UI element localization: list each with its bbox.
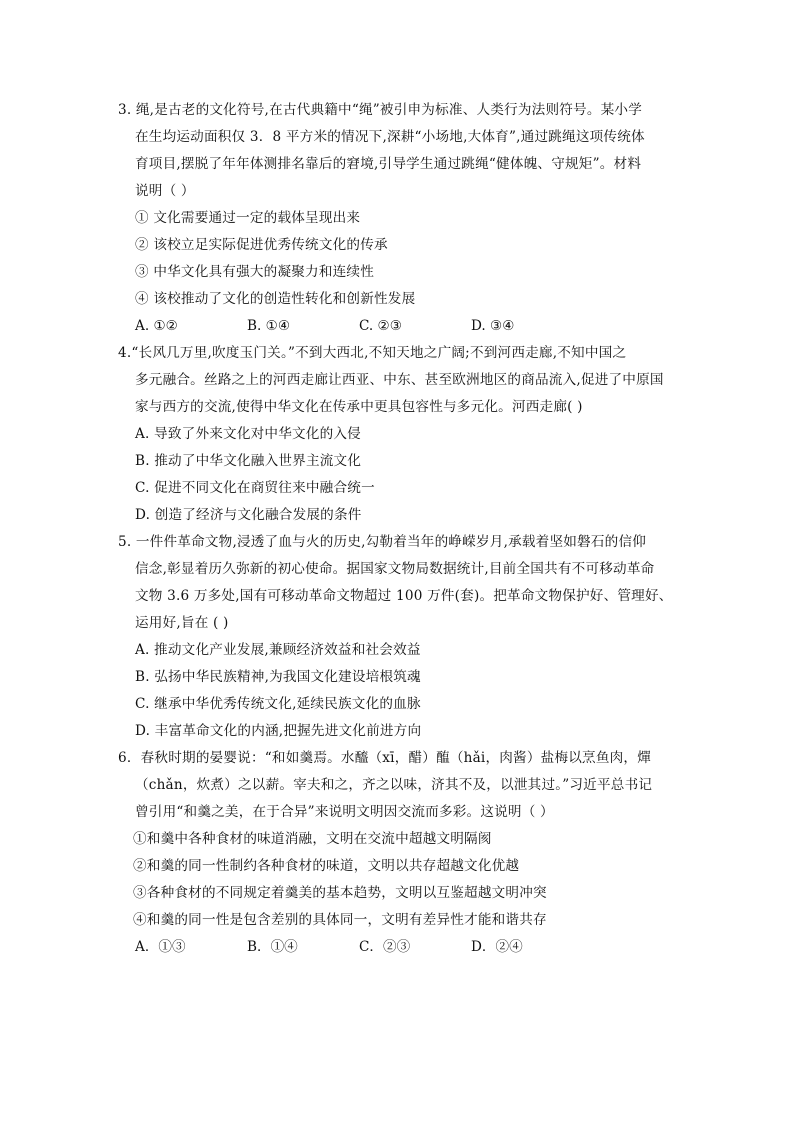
question-stem-line: 在生均运动面积仅 3．8 平方米的情况下,深耕“小场地,大体育”,通过跳绳这项传统体 <box>135 129 645 145</box>
question-stem-line: 5. 一件件革命文物,浸透了血与火的历史,勾勒着当年的峥嵘岁月,承载着坚如磐石的信仰 <box>118 534 647 550</box>
question-stem-line: 育项目,摆脱了年年体测排名靠后的窘境,引导学生通过跳绳“健体魄、守规矩”。材料 <box>135 156 642 172</box>
option-b: B. 弘扬中华民族精神,为我国文化建设培根筑魂 <box>135 669 421 685</box>
option-a: A. ①② <box>135 318 178 334</box>
answer-options <box>118 934 678 961</box>
question-stem-line: 多元融合。丝路之上的河西走廊让西亚、中东、甚至欧洲地区的商品流入,促进了中原国 <box>135 372 664 388</box>
option-d: D．②④ <box>471 939 523 955</box>
question-stem-line: 文物 3.6 万多处,国有可移动革命文物超过 100 万件(套)。把革命文物保护好、管理好、 <box>135 588 673 604</box>
statement-item: ④和羹的同一性是包含差别的具体同一，文明有差异性才能和谐共存 <box>133 912 547 928</box>
statement-item: ②和羹的同一性制约各种食材的味道，文明以共存超越文化优越 <box>133 858 520 874</box>
statement-item: ①和羹中各种食材的味道消融，文明在交流中超越文明隔阂 <box>133 831 492 847</box>
question-3 <box>118 97 678 340</box>
option-d: D. 创造了经济与文化融合发展的条件 <box>135 507 362 523</box>
question-4 <box>118 340 678 529</box>
question-stem-line: （chǎn，炊煮）之以薪。宰夫和之，齐之以味，济其不及，以泄其过。”习近平总书记 <box>135 777 653 793</box>
option-c: C. 促进不同文化在商贸往来中融合统一 <box>135 480 375 496</box>
option-d: D. ③④ <box>471 318 515 334</box>
option-c: C. 继承中华优秀传统文化,延续民族文化的血脉 <box>135 696 421 712</box>
question-stem-line: 说明（ ） <box>135 183 195 199</box>
option-a: A. 导致了外来文化对中华文化的入侵 <box>135 426 361 442</box>
option-b: B．①④ <box>247 939 298 955</box>
question-6 <box>118 745 678 961</box>
statement-item: ③各种食材的不同规定着羹美的基本趋势，文明以互鉴超越文明冲突 <box>133 885 547 901</box>
answer-options <box>118 313 678 340</box>
option-b: B. 推动了中华文化融入世界主流文化 <box>135 453 362 469</box>
option-a: A. 推动文化产业发展,兼顾经济效益和社会效益 <box>135 642 421 658</box>
question-stem-line: 曾引用“和羹之美，在于合异”来说明文明因交流而多彩。这说明（ ） <box>135 804 554 820</box>
question-stem-line: 家与西方的交流,使得中华文化在传承中更具包容性与多元化。河西走廊( ) <box>135 399 583 415</box>
question-stem-line: 3. 绳,是古老的文化符号,在古代典籍中“绳”被引申为标准、人类行为法则符号。某小学 <box>118 102 643 118</box>
question-stem-line: 运用好,旨在 ( ) <box>135 615 229 631</box>
option-b: B. ①④ <box>247 318 291 334</box>
question-stem-line: 6．春秋时期的晏婴说：“和如羹焉。水醯（xī，醋）醢（hǎi，肉酱）盐梅以烹鱼肉，燀 <box>118 750 651 766</box>
option-d: D. 丰富革命文化的内涵,把握先进文化前进方向 <box>135 723 422 739</box>
option-a: A．①③ <box>135 939 186 955</box>
statement-item: ① 文化需要通过一定的载体呈现出来 <box>135 210 361 226</box>
statement-item: ④ 该校推动了文化的创造性转化和创新性发展 <box>135 291 416 307</box>
question-stem-line: 信念,彰显着历久弥新的初心使命。据国家文物局数据统计,目前全国共有不可移动革命 <box>135 561 655 577</box>
statement-item: ③ 中华文化具有强大的凝聚力和连续性 <box>135 264 375 280</box>
option-c: C．②③ <box>359 939 411 955</box>
option-c: C. ②③ <box>359 318 402 334</box>
statement-item: ② 该校立足实际促进优秀传统文化的传承 <box>135 237 388 253</box>
question-stem-line: 4.“长风几万里,吹度玉门关。”不到大西北,不知天地之广阔;不到河西走廊,不知中国之 <box>118 345 627 361</box>
question-5 <box>118 529 678 745</box>
